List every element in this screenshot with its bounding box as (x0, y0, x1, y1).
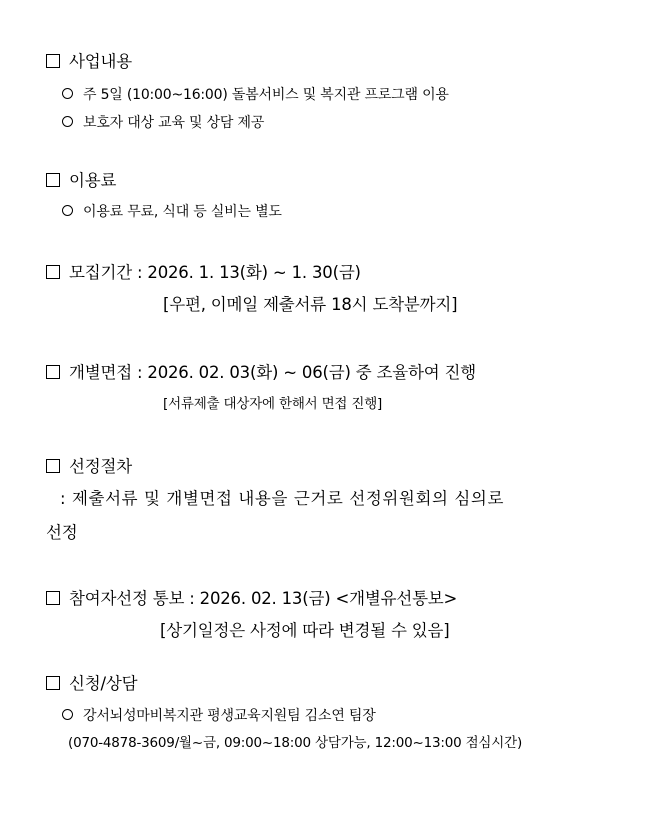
circle-bullet-icon (62, 116, 73, 127)
section-title: 신청/상담 (69, 674, 138, 693)
section-heading-selection-process (46, 459, 132, 476)
bullet-item (62, 205, 282, 219)
contact-info: (070-4878-3609/월~금, 09:00~18:00 상담가능, 12:00~13:00 점심시간) (68, 735, 523, 751)
circle-bullet-icon (62, 709, 73, 720)
checkbox-icon (46, 459, 60, 473)
bullet-text: 강서뇌성마비복지관 평생교육지원팀 김소연 팀장 (83, 708, 376, 724)
section-title: 모집기간 : 2026. 1. 13(화) ~ 1. 30(금) (69, 263, 361, 282)
bullet-item (62, 709, 376, 723)
section-heading-recruitment-period (46, 265, 361, 282)
section-title: 이용료 (69, 171, 117, 190)
section-title: 사업내용 (69, 52, 132, 71)
section-heading-selection-notice (46, 591, 457, 608)
bullet-text: 주 5일 (10:00~16:00) 돌봄서비스 및 복지관 프로그램 이용 (83, 87, 449, 103)
section-heading-interview (46, 365, 476, 382)
checkbox-icon (46, 265, 60, 279)
section-note: [우편, 이메일 제출서류 18시 도착분까지] (163, 295, 458, 314)
section-heading-business (46, 54, 132, 71)
circle-bullet-icon (62, 205, 73, 216)
section-note: [서류제출 대상자에 한해서 면접 진행] (163, 396, 383, 412)
section-heading-fee (46, 173, 116, 190)
checkbox-icon (46, 676, 60, 690)
section-body-line: : 제출서류 및 개별면접 내용을 근거로 선정위원회의 심의로 (60, 489, 505, 508)
section-note: [상기일정은 사정에 따라 변경될 수 있음] (160, 621, 450, 640)
section-title: 선정절차 (69, 457, 132, 476)
section-title: 개별면접 : 2026. 02. 03(화) ~ 06(금) 중 조율하여 진행 (69, 363, 477, 382)
checkbox-icon (46, 54, 60, 68)
checkbox-icon (46, 365, 60, 379)
bullet-text: 보호자 대상 교육 및 상담 제공 (83, 115, 265, 131)
bullet-text: 이용료 무료, 식대 등 실비는 별도 (83, 204, 282, 220)
checkbox-icon (46, 173, 60, 187)
section-body-line: 선정 (46, 523, 78, 542)
bullet-item (62, 88, 449, 102)
circle-bullet-icon (62, 88, 73, 99)
section-heading-application (46, 676, 137, 693)
bullet-item (62, 116, 264, 130)
checkbox-icon (46, 591, 60, 605)
section-title: 참여자선정 통보 : 2026. 02. 13(금) <개별유선통보> (69, 589, 458, 608)
